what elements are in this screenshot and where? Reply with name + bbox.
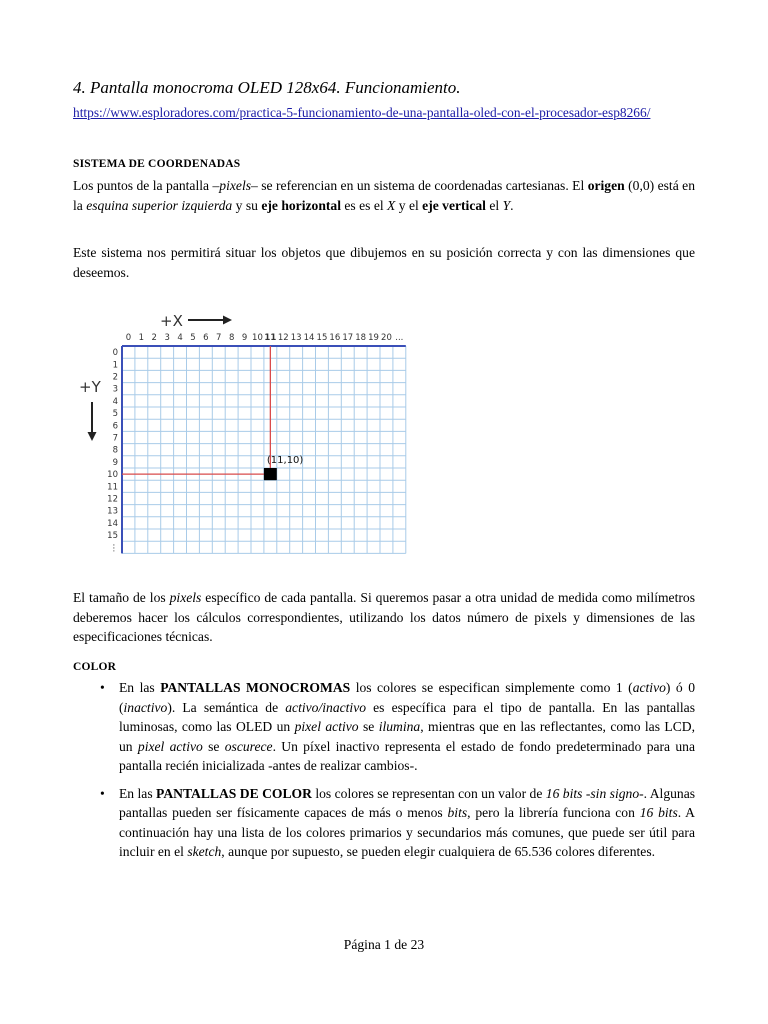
x-tick-label: 15 (316, 333, 328, 343)
x-tick-label: 0 (125, 333, 132, 343)
x-tick-label: ... (395, 333, 404, 343)
y-tick-label: 13 (107, 506, 118, 517)
y-tick-label: 0 (112, 348, 118, 359)
y-tick-label: 1 (112, 360, 118, 371)
y-tick-label: 11 (107, 482, 118, 493)
y-tick-label: 4 (112, 396, 118, 407)
x-tick-label: 5 (190, 333, 196, 343)
x-tick-label: 10 (252, 333, 263, 343)
paragraph-coordinates: Los puntos de la pantalla –pixels– se referencian en un sistema de coordenadas cartesianas. El origen (0,0) está en la esquina superior izquierda y su eje horizontal es es el X y el eje vertical el Y. (73, 178, 696, 213)
page-footer: Página 1 de 23 (343, 937, 425, 952)
x-tick-label: 17 (342, 333, 354, 343)
list-item-color: • En las PANTALLAS DE COLOR los colores se representan con un valor de 16 bits -sin signo-. Algunas pantallas pueden ser físicamente capaces de más o menos bits, pero la librería funciona con 16 bits. A continuación hay una lista de los colores primarios y secundarios más comunes, que puede ser útil para incluir en el sketch, aunque por supuesto, se pueden elegir cualquiera de 65.536 colores diferentes. (100, 785, 696, 859)
y-tick-label: 8 (112, 445, 118, 456)
y-tick-label: ⋮ (109, 543, 118, 554)
y-tick-label: 14 (107, 518, 118, 529)
heading-color: COLOR (73, 661, 117, 673)
y-tick-label: 10 (107, 470, 118, 481)
list-item-monochrome: • En las PANTALLAS MONOCROMAS los colores se especifican simplemente como 1 (activo) ó 0 (inactivo). La semántica de activo/inactivo es específica para el tipo de pantalla. En las pantallas luminosas, como las OLED un pixel activo se ilumina, mientras que en las reflectantes, como las LCD, un pixel activo se oscurece. Un píxel inactivo representa el estado de fondo predeterminado para una pantalla recién inicializada -antes de realizar cambios-. (100, 680, 696, 773)
y-tick-label: 15 (107, 531, 118, 542)
x-tick-label: 9 (241, 333, 248, 343)
y-tick-label: 12 (107, 494, 118, 505)
pixel-grid (122, 346, 406, 553)
x-tick-label: 1 (138, 333, 145, 343)
x-tick-label: 6 (203, 333, 209, 343)
y-tick-label: 9 (112, 457, 118, 468)
x-tick-label: 12 (277, 333, 289, 343)
y-tick-label: 5 (112, 409, 118, 420)
y-axis-label: +Y (79, 378, 101, 396)
point-label: (11,10) (266, 455, 304, 466)
x-axis-label: +X (160, 312, 183, 330)
y-tick-label: 2 (112, 372, 118, 383)
y-tick-label: 7 (112, 433, 118, 444)
coordinate-system-figure (76, 306, 416, 564)
x-tick-label: 14 (303, 333, 315, 343)
x-tick-label: 7 (216, 333, 222, 343)
source-link[interactable]: https://www.esploradores.com/practica-5-funcionamiento-de-una-pantalla-oled-con-el-procesador-esp8266/ (73, 105, 651, 120)
x-tick-label: 11 (264, 333, 277, 343)
section-title: 4. Pantalla monocroma OLED 128x64. Funcionamiento. (73, 78, 461, 97)
paragraph-system: Este sistema nos permitirá situar los objetos que dibujemos en su posición correcta y con las dimensiones que deseemos. (73, 245, 695, 280)
x-tick-label: 4 (177, 333, 183, 343)
x-tick-label: 13 (290, 333, 302, 343)
y-tick-label: 6 (112, 421, 118, 432)
heading-coordinates: SISTEMA DE COORDENADAS (73, 158, 241, 170)
x-tick-label: 2 (151, 333, 157, 343)
y-tick-label: 3 (112, 384, 118, 395)
paragraph-pixel-size: El tamaño de los pixels específico de cada pantalla. Si queremos pasar a otra unidad de medida como milímetros deberemos hacer los cálculos correspondientes, utilizando los datos número de pixels y dimensiones de las especificaciones técnicas. (73, 590, 695, 644)
x-direction-arrow-icon (188, 316, 232, 325)
active-pixel (264, 468, 277, 480)
x-tick-label: 8 (228, 333, 235, 343)
color-list (73, 678, 695, 870)
x-tick-label: 19 (368, 333, 379, 343)
x-tick-label: 18 (355, 333, 367, 343)
y-direction-arrow-icon (88, 402, 97, 441)
x-tick-label: 20 (381, 333, 392, 343)
x-tick-label: 16 (329, 333, 341, 343)
x-tick-label: 3 (164, 333, 170, 343)
